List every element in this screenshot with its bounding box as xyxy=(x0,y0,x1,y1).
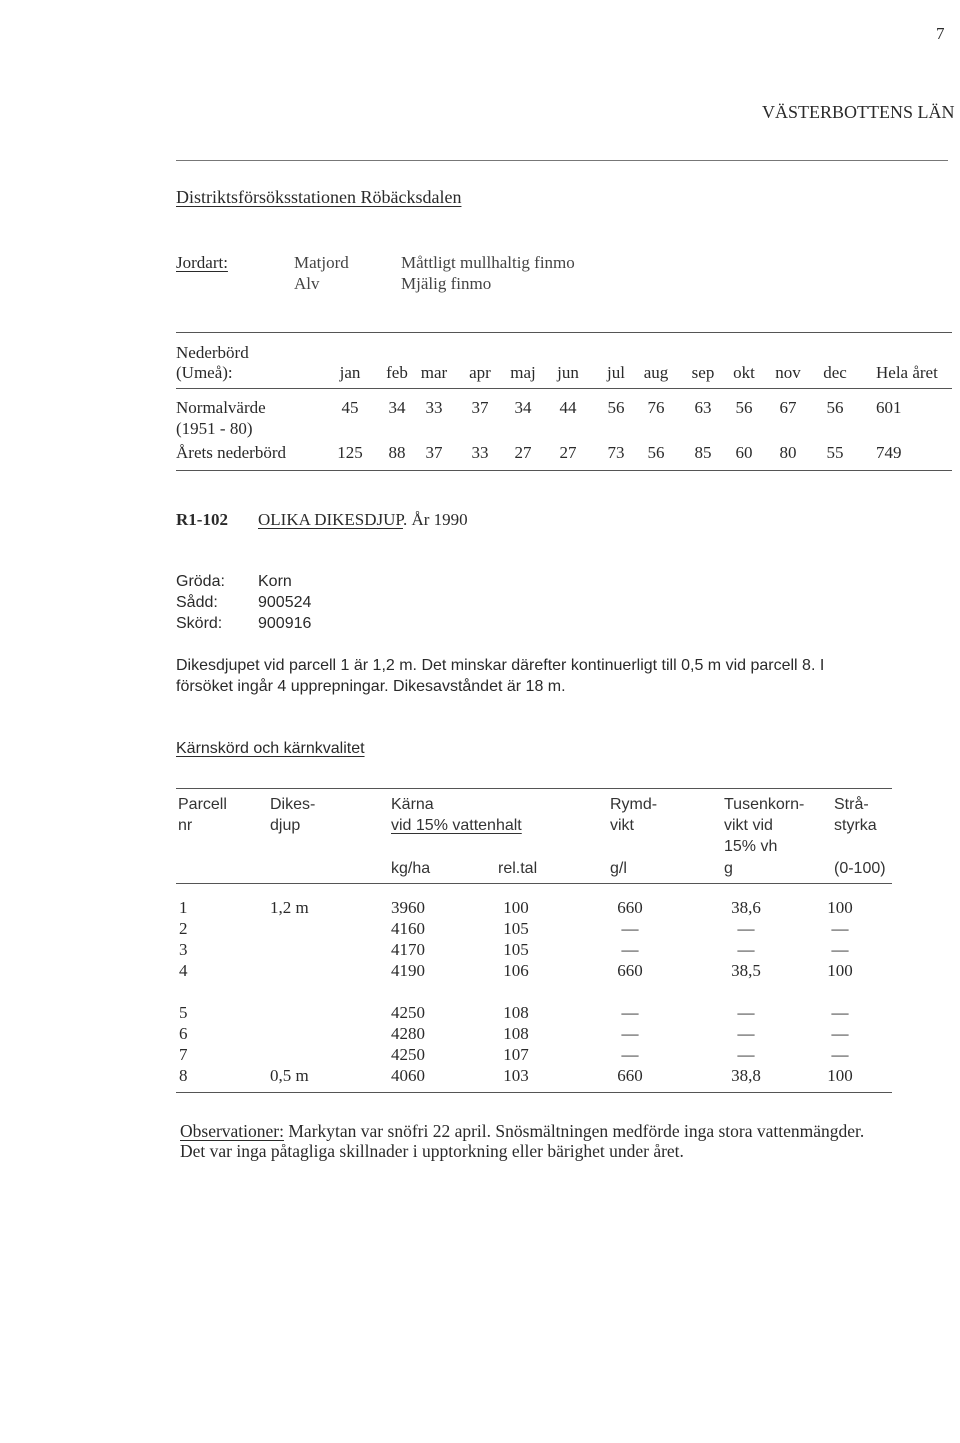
precip-label-1: Nederbörd xyxy=(176,343,249,362)
cell-nr: 4 xyxy=(179,961,188,980)
normal-value-1: 34 xyxy=(388,398,406,417)
cell-stra: 100 xyxy=(827,961,853,980)
observations-line-2: Det var inga påtagliga skillnader i upptorkning eller bärighet under året. xyxy=(180,1141,684,1161)
precip-header-rule xyxy=(176,388,952,389)
hdr-karna-2: vid 15% vattenhalt xyxy=(391,817,522,834)
cell-nr: 3 xyxy=(179,940,188,959)
year-value-5: 27 xyxy=(559,443,577,462)
soil-layer-2: Alv xyxy=(294,274,320,293)
cell-kg: 4190 xyxy=(391,961,425,980)
crop-label: Gröda: xyxy=(176,573,225,590)
cell-kg: 4280 xyxy=(391,1024,425,1043)
hdr-tusen-2: vikt vid xyxy=(724,817,773,834)
year-value-3: 33 xyxy=(471,443,489,462)
results-top-rule xyxy=(176,788,892,789)
normal-value-7: 76 xyxy=(647,398,665,417)
cell-kg: 4160 xyxy=(391,919,425,938)
cell-rel: 105 xyxy=(503,940,529,959)
cell-nr: 2 xyxy=(179,919,188,938)
crop-value: Korn xyxy=(258,573,292,590)
cell-rymd: 660 xyxy=(617,1066,643,1085)
hdr-tusen-unit: g xyxy=(724,860,733,877)
hdr-stra-1: Strå- xyxy=(834,796,869,813)
normal-label-1: Normalvärde xyxy=(176,398,266,417)
hdr-karna-kg: kg/ha xyxy=(391,860,431,877)
cell-tusen: 38,8 xyxy=(731,1066,761,1085)
cell-kg: 4170 xyxy=(391,940,425,959)
month-header-10: nov xyxy=(775,363,801,382)
cell-rel: 103 xyxy=(503,1066,529,1085)
cell-kg: 4250 xyxy=(391,1045,425,1064)
cell-rymd: 660 xyxy=(617,898,643,917)
cell-nr: 1 xyxy=(179,898,188,917)
cell-stra: — xyxy=(831,1003,849,1022)
header-rule xyxy=(176,160,948,161)
cell-tusen: — xyxy=(737,919,755,938)
hdr-rymd-2: vikt xyxy=(610,817,634,834)
year-value-10: 80 xyxy=(779,443,797,462)
month-header-7: aug xyxy=(643,363,669,382)
results-bottom-rule xyxy=(176,1092,892,1093)
year-value-4: 27 xyxy=(514,443,532,462)
hdr-tusen-1: Tusenkorn- xyxy=(724,796,805,813)
cell-nr: 6 xyxy=(179,1024,188,1043)
hdr-rymd-1: Rymd- xyxy=(610,796,658,813)
cell-tusen: — xyxy=(737,1045,755,1064)
cell-stra: — xyxy=(831,1045,849,1064)
cell-rymd: 660 xyxy=(617,961,643,980)
cell-djup: 0,5 m xyxy=(270,1066,309,1085)
hdr-rymd-unit: g/l xyxy=(610,860,627,877)
region-title: VÄSTERBOTTENS LÄN xyxy=(762,102,955,122)
hdr-dikes-1: Dikes- xyxy=(270,796,316,813)
year-value-6: 73 xyxy=(607,443,625,462)
cell-rel: 100 xyxy=(503,898,529,917)
cell-kg: 4250 xyxy=(391,1003,425,1022)
normal-value-5: 44 xyxy=(559,398,577,417)
cell-tusen: 38,5 xyxy=(731,961,761,980)
results-heading: Kärnskörd och kärnkvalitet xyxy=(176,740,365,757)
normal-value-6: 56 xyxy=(607,398,625,417)
cell-nr: 5 xyxy=(179,1003,188,1022)
normal-value-0: 45 xyxy=(341,398,359,417)
results-header-rule xyxy=(176,883,892,884)
cell-stra: — xyxy=(831,940,849,959)
cell-tusen: — xyxy=(737,1003,755,1022)
cell-stra: — xyxy=(831,919,849,938)
cell-djup: 1,2 m xyxy=(270,898,309,917)
harvest-value: 900916 xyxy=(258,615,312,632)
year-value-9: 60 xyxy=(735,443,753,462)
precip-total-header: Hela året xyxy=(876,363,938,382)
hdr-parcell-1: Parcell xyxy=(178,796,227,813)
normal-value-8: 63 xyxy=(694,398,712,417)
cell-nr: 8 xyxy=(179,1066,188,1085)
hdr-stra-unit: (0-100) xyxy=(834,860,886,877)
description-line-1: Dikesdjupet vid parcell 1 är 1,2 m. Det minskar därefter kontinuerligt till 0,5 m vid parcell 8. I xyxy=(176,657,825,674)
cell-tusen: — xyxy=(737,940,755,959)
cell-tusen: 38,6 xyxy=(731,898,761,917)
hdr-parcell-2: nr xyxy=(178,817,193,834)
precip-label-2: (Umeå): xyxy=(176,363,233,382)
month-header-1: feb xyxy=(386,363,408,382)
normal-value-10: 67 xyxy=(779,398,797,417)
month-header-4: maj xyxy=(510,363,536,382)
month-header-0: jan xyxy=(339,363,361,382)
normal-value-9: 56 xyxy=(735,398,753,417)
observations-text-1: Markytan var snöfri 22 april. Snösmältningen medförde inga stora vattenmängder. xyxy=(284,1121,865,1141)
cell-rymd: — xyxy=(621,1003,639,1022)
cell-kg: 3960 xyxy=(391,898,425,917)
month-header-5: jun xyxy=(557,363,579,382)
trial-year: . År 1990 xyxy=(402,510,468,529)
precip-top-rule xyxy=(176,332,952,333)
cell-rel: 106 xyxy=(503,961,529,980)
month-header-2: mar xyxy=(420,363,448,382)
hdr-karna-rel: rel.tal xyxy=(498,860,538,877)
hdr-tusen-3: 15% vh xyxy=(724,838,778,855)
cell-rel: 107 xyxy=(503,1045,529,1064)
soil-desc-2: Mjälig finmo xyxy=(401,274,492,293)
cell-rel: 108 xyxy=(503,1003,529,1022)
cell-rymd: — xyxy=(621,919,639,938)
cell-rel: 108 xyxy=(503,1024,529,1043)
year-value-8: 85 xyxy=(694,443,712,462)
cell-tusen: — xyxy=(737,1024,755,1043)
cell-rymd: — xyxy=(621,1045,639,1064)
month-header-8: sep xyxy=(691,363,715,382)
cell-rymd: — xyxy=(621,940,639,959)
hdr-dikes-2: djup xyxy=(270,817,301,834)
soil-label: Jordart: xyxy=(176,253,228,272)
normal-value-4: 34 xyxy=(514,398,532,417)
cell-rymd: — xyxy=(621,1024,639,1043)
cell-rel: 105 xyxy=(503,919,529,938)
month-header-11: dec xyxy=(823,363,847,382)
soil-desc-1: Måttligt mullhaltig finmo xyxy=(401,253,575,272)
observations-label: Observationer: xyxy=(180,1121,284,1141)
month-header-3: apr xyxy=(469,363,491,382)
trial-code: R1-102 xyxy=(176,510,228,529)
cell-stra: 100 xyxy=(827,1066,853,1085)
soil-layer-1: Matjord xyxy=(294,253,349,272)
month-header-6: jul xyxy=(607,363,625,382)
year-value-7: 56 xyxy=(647,443,665,462)
trial-heading xyxy=(258,510,468,530)
normal-value-3: 37 xyxy=(471,398,489,417)
cell-stra: — xyxy=(831,1024,849,1043)
harvest-label: Skörd: xyxy=(176,615,223,632)
hdr-karna-1: Kärna xyxy=(391,796,434,813)
year-value-11: 55 xyxy=(826,443,844,462)
year-label: Årets nederbörd xyxy=(176,443,286,462)
page-number: 7 xyxy=(936,24,945,43)
normal-value-2: 33 xyxy=(425,398,443,417)
year-total: 749 xyxy=(876,443,902,462)
year-value-1: 88 xyxy=(388,443,406,462)
year-value-2: 37 xyxy=(425,443,443,462)
month-header-9: okt xyxy=(733,363,755,382)
year-value-0: 125 xyxy=(337,443,363,462)
precip-bottom-rule xyxy=(176,470,952,471)
cell-stra: 100 xyxy=(827,898,853,917)
cell-kg: 4060 xyxy=(391,1066,425,1085)
sow-label: Sådd: xyxy=(176,594,218,611)
normal-value-11: 56 xyxy=(826,398,844,417)
normal-label-2: (1951 - 80) xyxy=(176,419,253,438)
observations-line-1 xyxy=(180,1121,864,1142)
sow-value: 900524 xyxy=(258,594,312,611)
description-line-2: försöket ingår 4 upprepningar. Dikesavståndet är 18 m. xyxy=(176,678,566,695)
station-name: Distriktsförsöksstationen Röbäcksdalen xyxy=(176,187,462,207)
hdr-stra-2: styrka xyxy=(834,817,877,834)
trial-title: OLIKA DIKESDJUP xyxy=(258,510,403,529)
cell-nr: 7 xyxy=(179,1045,188,1064)
normal-total: 601 xyxy=(876,398,902,417)
